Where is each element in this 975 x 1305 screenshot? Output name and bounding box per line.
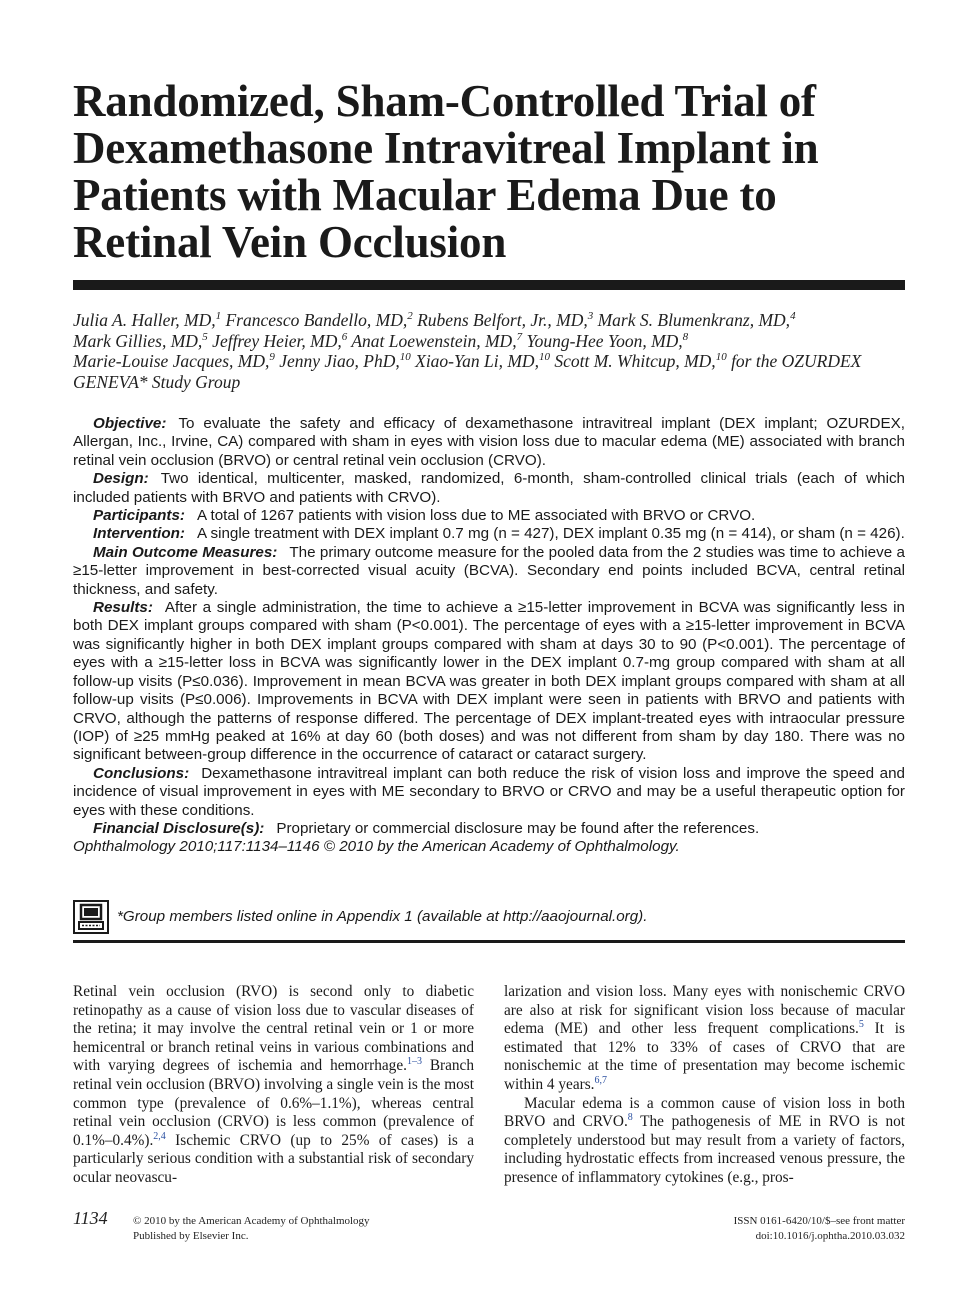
author: Mark S. Blumenkranz, MD,: [597, 310, 791, 330]
affiliation-ref: 10: [399, 351, 411, 364]
body-text: The pathogenesis of ME in RVO is not completely understood but may result from a variety of factors, including hydrostatic effects from increased venous pressure, the presence of inflammatory cytokines (e.g., pros-: [504, 1113, 905, 1186]
copyright-block: [133, 1214, 370, 1244]
abstract-participants: [73, 507, 905, 525]
affiliation-ref: 5: [202, 330, 208, 343]
copyright: © 2010 by the American Academy of Ophthalmology: [133, 1215, 370, 1227]
affiliation-ref: 10: [715, 351, 727, 364]
section-label: Financial Disclosure(s):: [93, 819, 265, 837]
section-text: Proprietary or commercial disclosure may be found after the references.: [276, 819, 760, 837]
body-column-right: [504, 983, 905, 1188]
section-text: Two identical, multicenter, masked, randomized, 6-month, sham-controlled clinical trials (each of which included patients with BRVO and patients with CRVO).: [73, 470, 905, 506]
reference-link[interactable]: 1–3: [406, 1056, 422, 1068]
publisher: Published by Elsevier Inc.: [133, 1230, 249, 1242]
author-list: [73, 310, 913, 392]
abstract-citation: Ophthalmology 2010;117:1134–1146 © 2010 by the American Academy of Ophthalmology.: [73, 838, 680, 856]
abstract-divider: [73, 940, 905, 943]
author: Francesco Bandello, MD,: [225, 310, 408, 330]
study-group: for the OZURDEX GENEVA* Study Group: [73, 351, 862, 392]
reference-link[interactable]: 2,4: [153, 1130, 166, 1142]
section-text: To evaluate the safety and efficacy of dexamethasone intravitreal implant (DEX implant; OZURDEX, Allergan, Inc., Irvine, CA) compared with sham in eyes with vision loss due to macular edema (ME) associated with branch retinal vein occlusion (BRVO) or central retinal vein occlusion (CRVO).: [73, 415, 905, 469]
abstract-intervention: [73, 525, 905, 543]
abstract-objective: [73, 415, 905, 470]
section-label: Intervention:: [93, 525, 185, 543]
author: Mark Gillies, MD,: [73, 330, 203, 351]
author: Scott M. Whitcup, MD,: [554, 351, 716, 371]
section-label: Main Outcome Measures:: [93, 543, 278, 561]
abstract-design: [73, 470, 905, 507]
body-text: It is estimated that 12% to 33% of cases of CRVO that are nonischemic at the time of presentation may become ischemic within 4 years.: [504, 1020, 905, 1093]
computer-icon: [73, 900, 109, 934]
issn-block: [734, 1214, 905, 1244]
affiliation-ref: 10: [538, 351, 550, 364]
issn: ISSN 0161-6420/10/$–see front matter: [733, 1215, 905, 1227]
affiliation-ref: 3: [587, 310, 594, 323]
author: Xiao-Yan Li, MD,: [415, 351, 539, 371]
abstract-outcomes: [73, 544, 905, 599]
body-paragraph: [73, 983, 474, 1188]
section-text: Dexamethasone intravitreal implant can both reduce the risk of vision loss and improve the speed and incidence of visual improvement in eyes with ME secondary to BRVO or CRVO and may be a useful therapeutic option for eyes with these conditions.: [73, 764, 905, 819]
appendix-note-row: [73, 900, 905, 936]
abstract-disclosure: [73, 820, 905, 838]
section-label: Objective:: [93, 415, 167, 432]
author: Anat Loewenstein, MD,: [351, 330, 517, 351]
author: Marie-Louise Jacques, MD,: [73, 351, 270, 371]
appendix-note: *Group members listed online in Appendix 1 (available at http://aaojournal.org).: [117, 908, 648, 925]
section-text: After a single administration, the time to achieve a ≥15-letter improvement in BCVA was significantly less in both DEX implant groups compared with sham (P<0.001). The percentage of eyes with a ≥15-letter improvement in BCVA was significantly higher in both DEX implant groups compared with sham at days 30 to 90 (P<0.001). The percentage of eyes with a ≥15-letter loss in BCVA was significantly lower in the DEX implant 0.7-mg group compared with sham at all follow-up visits (P≤0.036). Improvement in mean BCVA was greater in both DEX implant groups compared with sham at all follow-up visits (P≤0.006). Improvements in BCVA with DEX implant were seen in patients with BRVO and patients with CRVO, although the patterns of response differed. The percentage of DEX implant-treated eyes with intraocular pressure (IOP) of ≥25 mmHg peaked at 16% at day 60 (both doses) and was not different from sham by day 180. There was no significant between-group difference in the occurrence of cataract or cataract surgery.: [73, 599, 905, 764]
section-label: Results:: [93, 599, 153, 617]
affiliation-ref: 6: [341, 330, 348, 343]
body-paragraph: [504, 1095, 905, 1188]
body-column-left: [73, 983, 474, 1188]
author: Jeffrey Heier, MD,: [212, 330, 342, 351]
author: Julia A. Haller, MD,: [73, 310, 216, 330]
doi[interactable]: doi:10.1016/j.ophtha.2010.03.032: [755, 1230, 905, 1242]
reference-link[interactable]: 5: [858, 1019, 864, 1031]
body-text: Macular edema is a common cause of vision loss in both BRVO and CRVO.: [504, 1094, 905, 1131]
reference-link[interactable]: 6,7: [594, 1074, 607, 1086]
affiliation-ref: 7: [516, 330, 523, 343]
abstract-conclusions: [73, 765, 905, 820]
author: Rubens Belfort, Jr., MD,: [417, 310, 588, 330]
abstract: [73, 415, 905, 857]
body-paragraph: [504, 983, 905, 1095]
author: Young-Hee Yoon, MD,: [526, 330, 683, 351]
affiliation-ref: 9: [269, 351, 275, 364]
section-label: Participants:: [93, 507, 185, 525]
body-text: Ischemic CRVO (up to 25% of cases) is a particularly serious condition with a substantial risk of secondary ocular neovascu-: [73, 1131, 474, 1186]
section-text: The primary outcome measure for the pooled data from the 2 studies was time to achieve a ≥15-letter improvement in best-corrected visual acuity (BCVA). Secondary end points included BCVA, central retinal thickness, and safety.: [73, 543, 905, 598]
section-label: Design:: [93, 470, 149, 488]
title-divider: [73, 280, 905, 290]
page-footer: [73, 1208, 905, 1248]
section-text: A single treatment with DEX implant 0.7 mg (n = 427), DEX implant 0.35 mg (n = 414), or sham (n = 426).: [196, 525, 905, 543]
affiliation-ref: 8: [682, 330, 689, 343]
body-text: Branch retinal vein occlusion (BRVO) involving a single vein is the most common type (prevalence of 0.6%–1.1%), whereas central retinal vein occlusion (CRVO) is less common (prevalence of 0.1%–0.4%).: [73, 1057, 474, 1149]
affiliation-ref: 1: [215, 310, 222, 323]
body-text: Retinal vein occlusion (RVO) is second only to diabetic retinopathy as a cause of vision loss due to vascular diseases of the retina; it may involve the central retinal vein or 1 or more hemicentral or branch retinal veins in various combinations and with varying degrees of ischemia and hemorrhage.: [73, 983, 474, 1075]
body-text: larization and vision loss. Many eyes with nonischemic CRVO are also at risk for significant vision loss because of macular edema (ME) and other less frequent complications.: [504, 983, 905, 1038]
affiliation-ref: 4: [790, 310, 796, 323]
abstract-results: [73, 599, 905, 765]
author: Jenny Jiao, PhD,: [279, 351, 400, 371]
section-text: A total of 1267 patients with vision loss due to ME associated with BRVO or CRVO.: [197, 507, 756, 525]
page-number: 1134: [73, 1208, 108, 1228]
article-title: Randomized, Sham-Controlled Trial of Dexamethasone Intravitreal Implant in Patients with Macular Edema Due to Retinal Vein Occlusion: [73, 76, 819, 267]
section-label: Conclusions:: [93, 764, 190, 782]
reference-link[interactable]: 8: [627, 1112, 633, 1124]
affiliation-ref: 2: [407, 310, 413, 323]
